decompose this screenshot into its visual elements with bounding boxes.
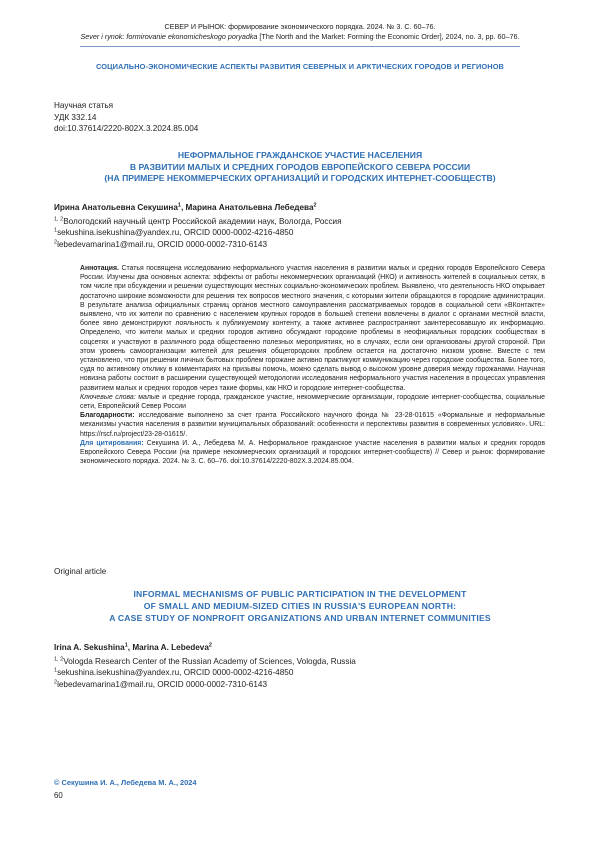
article-type: Научная статья	[54, 101, 114, 110]
article-title-en	[40, 589, 560, 624]
abstract-label: Аннотация.	[80, 265, 119, 272]
email-line	[54, 667, 356, 678]
email-sup: 1	[54, 667, 58, 674]
doi-link[interactable]: doi:10.37614/2220-802X.3.2024.85.004	[54, 124, 199, 133]
journal-citation-en	[40, 32, 560, 42]
author-sup: 2	[313, 202, 317, 209]
affiliations-ru	[54, 216, 342, 250]
title-en-line: INFORMAL MECHANISMS OF PUBLIC PARTICIPATION IN THE DEVELOPMENT	[133, 589, 467, 599]
keywords-label: Ключевые слова:	[80, 393, 136, 401]
aff-sup: 1, 2	[54, 656, 64, 663]
author2-email[interactable]: lebedevamarina1@mail.ru, ORCID 0000-0002-7310-6143	[57, 239, 267, 249]
keywords-text: малые и средние города, гражданское участие, некоммерческие организации, городские интернет-сообщества, социальные сети, Европейский Север России	[80, 393, 545, 411]
journal-title-translit: Sever i rynok: formirovanie ekonomicheskogo poryadka	[80, 32, 258, 41]
citation-text: Секушина И. А., Лебедева М. А. Неформальное гражданское участие населения в развитии малых и средних городов Европейского Севера России (на примере некоммерческих организаций и городских интернет-сообществ) // Север и рынок: формирование экономического порядка. 2024. № 3. С. 60–76. doi:10.37614/2220-802X.3.2024.85.004.	[80, 439, 545, 466]
acknowledgements	[80, 411, 545, 439]
email-sup: 2	[54, 678, 58, 685]
author-separator: ,	[180, 203, 186, 212]
affiliation-text: Вологодский научный центр Российской академии наук, Вологда, Россия	[63, 217, 342, 226]
page-number: 60	[54, 791, 63, 800]
abstract	[80, 264, 545, 393]
abstract-text: Статья посвящена исследованию неформального участия населения в развитии малых и средних городов Европейского Севера России. Изучены два основных аспекта: эффекты от работы некоммерческих организаций (НКО) и активность жителей в социальных сетях, в том числе при обсуждении и решении существующих местных социально-экономических проблем. Выявлено, что деятельность НКО открывает достаточно широкие возможности для решения тех вопросов местного значения, с которыми жители обращаются в городские администрации. В результате анализа официальных страниц органов местного самоуправления рассматриваемых городов в социальной сети «ВКонтакте» выявлено, что их жители по сравнению с населением крупных городов в большей степени вовлечены в диалог с органами местной власти, более явно демонстрируют лояльность к публикуемому контенту, а также активнее распространяют заинтересовавшую их информацию. Определено, что жители малых и средних городов активно обсуждают городские проблемы в неофициальных городских сообществах в соцсетях и участвуют в различного рода общественно полезных мероприятиях, но в случаях, если они организованы другой стороной. При этом уровень самоорганизации жителей для решения общегородских проблем остается на достаточно низком уровне. Вместе с тем установлено, что при решении личных бытовых проблем горожане активно практикуют коммуникацию через городские сообщества. Более того, судя по активному отклику в комментариях на призывы помочь, можно сделать вывод о высоком уровне доверия между горожанами. Научная новизна работы состоит в расширении существующей методологии исследования неформального участия населения в процессах управления развитием малых и средних городов через такие формы, как НКО и городские интернет-сообщества.	[80, 265, 545, 392]
authors-ru	[54, 203, 317, 212]
author-name: Irina A. Sekushina	[54, 643, 125, 652]
title-ru-line: НЕФОРМАЛЬНОЕ ГРАЖДАНСКОЕ УЧАСТИЕ НАСЕЛЕНИЯ	[177, 150, 423, 160]
acknowledgements-text: исследование выполнено за счет гранта Российского научного фонда № 23-28-01615 «Формальные и неформальные механизмы участия населения в развитии муниципальных образований: особенности и перспективы развития в современных условиях». URL: https://rscf.ru/project/23-28-01615/.	[80, 412, 545, 438]
title-ru-line: (НА ПРИМЕРЕ НЕКОММЕРЧЕСКИХ ОРГАНИЗАЦИЙ И ГОРОДСКИХ ИНТЕРНЕТ-СООБЩЕСТВ)	[104, 173, 496, 184]
journal-citation-ru: СЕВЕР И РЫНОК: формирование экономического порядка. 2024. № 3. С. 60–76.	[164, 22, 436, 31]
author-separator: ,	[127, 643, 133, 652]
author-name: Ирина Анатольевна Секушина	[54, 203, 178, 212]
article-title-ru	[40, 150, 560, 185]
title-en-line: A CASE STUDY OF NONPROFIT ORGANIZATIONS AND URBAN INTERNET COMMUNITIES	[109, 612, 491, 623]
author-sup: 1	[177, 202, 181, 209]
section-heading: СОЦИАЛЬНО-ЭКОНОМИЧЕСКИЕ АСПЕКТЫ РАЗВИТИЯ СЕВЕРНЫХ И АРКТИЧЕСКИХ ГОРОДОВ И РЕГИОНОВ	[95, 62, 504, 71]
title-ru-line: В РАЗВИТИИ МАЛЫХ И СРЕДНИХ ГОРОДОВ ЕВРОПЕЙСКОГО СЕВЕРА РОССИИ	[129, 161, 471, 172]
authors-en	[54, 643, 212, 652]
affiliation	[54, 656, 356, 667]
running-head	[40, 22, 560, 42]
email-sup: 2	[54, 238, 58, 245]
author1-email[interactable]: sekushina.isekushina@yandex.ru, ORCID 0000-0002-4216-4850	[57, 668, 294, 678]
udk-code: УДК 332.14	[54, 112, 97, 122]
affiliations-en	[54, 656, 356, 690]
affiliation	[54, 216, 342, 227]
title-en-line: OF SMALL AND MEDIUM-SIZED CITIES IN RUSSIA'S EUROPEAN NORTH:	[143, 600, 457, 611]
article-type-en: Original article	[54, 567, 107, 576]
copyright-notice: © Секушина И. А., Лебедева М. А., 2024	[54, 778, 197, 787]
email-line	[54, 227, 342, 238]
author2-email[interactable]: lebedevamarina1@mail.ru, ORCID 0000-0002-7310-6143	[57, 679, 267, 689]
aff-sup: 1, 2	[54, 216, 64, 223]
author-name: Марина Анатольевна Лебедева	[185, 203, 314, 212]
article-meta	[54, 100, 198, 135]
author-sup: 1	[124, 642, 128, 649]
author-name: Marina A. Lebedeva	[132, 643, 209, 652]
author-sup: 2	[208, 642, 212, 649]
journal-citation-en-rest: [The North and the Market: Forming the Economic Order], 2024, no. 3, pp. 60–76.	[257, 32, 520, 41]
author1-email[interactable]: sekushina.isekushina@yandex.ru, ORCID 0000-0002-4216-4850	[57, 228, 294, 238]
citation-label: Для цитирования:	[80, 439, 144, 447]
email-line	[54, 239, 342, 250]
keywords	[80, 393, 545, 411]
citation	[80, 439, 545, 467]
acknowledgements-label: Благодарности:	[80, 412, 135, 420]
affiliation-text: Vologda Research Center of the Russian Academy of Sciences, Vologda, Russia	[63, 657, 356, 666]
email-line	[54, 679, 356, 690]
abstract-section	[80, 264, 545, 466]
header-divider	[80, 46, 520, 47]
email-sup: 1	[54, 227, 58, 234]
